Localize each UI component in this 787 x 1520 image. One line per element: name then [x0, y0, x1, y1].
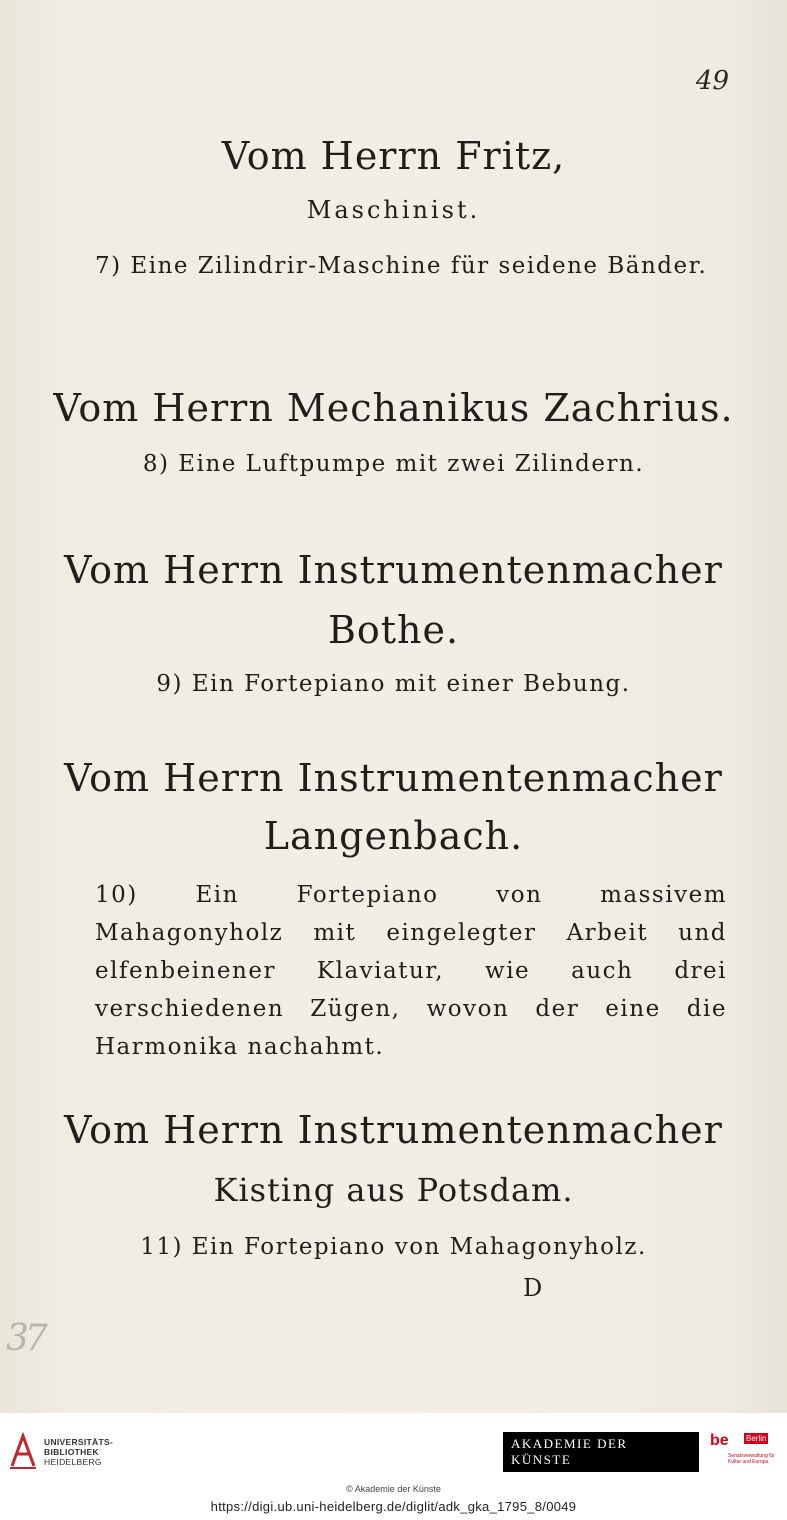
section-text: 10) Ein Fortepiano von massivem Mahagonyholz mit eingelegter Arbeit und elfenbeinener Klaviatur, wie auch drei verschiedenen Zügen, wovon der eine die Harmonika nachahmt. [95, 882, 727, 1060]
logo-line: BIBLIOTHEK [44, 1447, 99, 1457]
page-number: 49 [695, 66, 729, 96]
section-heading-name: Bothe. [327, 608, 460, 652]
adk-label: AKADEMIE DER KÜNSTE [502, 1430, 700, 1474]
berlin-be: be [710, 1432, 729, 1449]
section-text: 8) Eine Luftpumpe mit zwei Zilindern. [142, 451, 645, 477]
akademie-der-kuenste-logo[interactable] [502, 1432, 700, 1472]
section-heading-name: Langenbach. [263, 814, 524, 858]
section-subheading: Maschinist. [306, 196, 481, 224]
section-heading-name: Kisting aus Potsdam. [213, 1171, 574, 1209]
permalink-url[interactable]: https://digi.ub.uni-heidelberg.de/diglit/adk_gka_1795_8/0049 [210, 1499, 577, 1514]
berlin-sub: Senatsverwaltung für Kultur und Europa [728, 1453, 775, 1465]
berlin-logo[interactable] [710, 1432, 778, 1474]
section-heading: Vom Herrn Instrumentenmacher [64, 756, 723, 800]
section-heading: Vom Herrn Fritz, [221, 134, 566, 178]
section-heading: Vom Herrn Instrumentenmacher [64, 548, 723, 592]
section-text: 9) Ein Fortepiano mit einer Bebung. [156, 671, 631, 697]
logo-line: HEIDELBERG [44, 1457, 102, 1467]
section-heading: Vom Herrn Mechanikus Zachrius. [53, 386, 734, 430]
section-text: 7) Eine Zilindrir-Maschine für seidene Bänder. [95, 253, 708, 279]
pencil-note: 37 [6, 1318, 44, 1359]
section-text: 11) Ein Fortepiano von Mahagonyholz. [140, 1234, 647, 1260]
logo-line: UNIVERSITÄTS- [44, 1437, 114, 1447]
copyright-text: © Akademie der Künste [346, 1484, 441, 1494]
signature-mark: D [523, 1274, 543, 1302]
berlin-label: Berlin [746, 1434, 767, 1443]
university-library-logo-text[interactable] [44, 1437, 113, 1467]
university-library-logo-icon[interactable] [8, 1432, 38, 1470]
section-heading: Vom Herrn Instrumentenmacher [64, 1108, 723, 1152]
